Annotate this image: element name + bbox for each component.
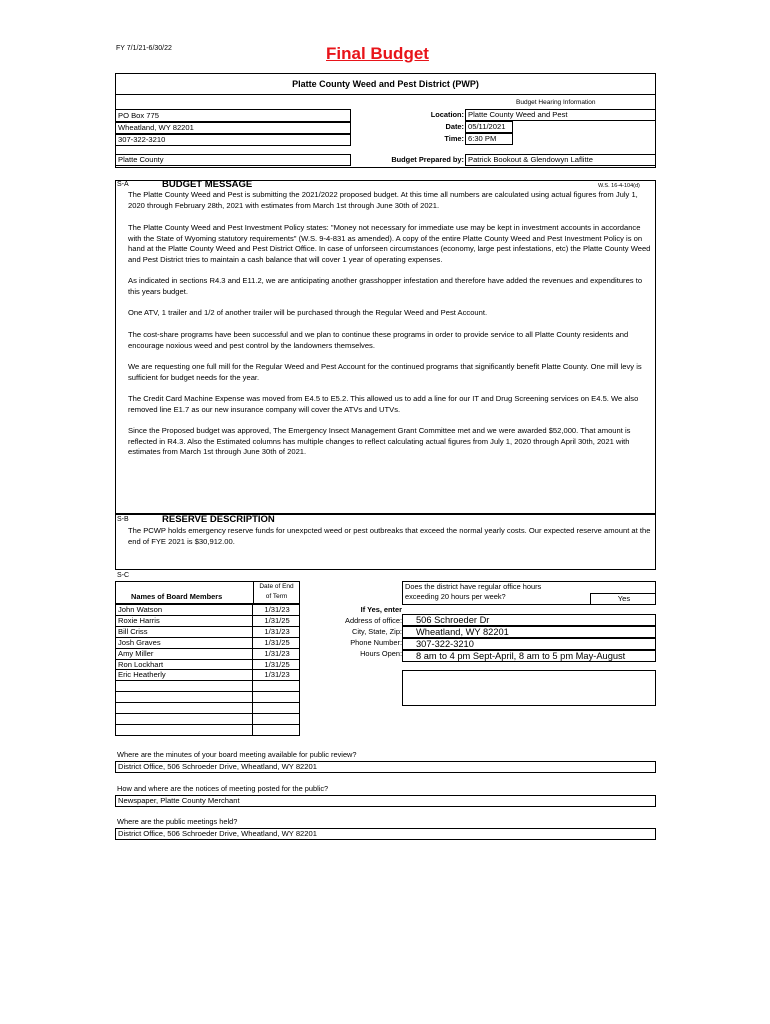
budget-paragraph-5: The cost-share programs have been successful and we plan to continue these programs in order to provide service to all Platte County residents and encourage noxious weed and pest control by the landowners themselves.	[128, 330, 629, 350]
office-hours-label: Hours Open:	[360, 649, 402, 658]
hearing-info-label: Budget Hearing Information	[516, 99, 596, 106]
board-member-name: Roxie Harris	[116, 615, 253, 626]
table-row	[116, 714, 300, 725]
office-question-line1: Does the district have regular office hours	[405, 582, 542, 591]
location-field: Platte County Weed and Pest	[465, 109, 656, 121]
office-notes-box	[402, 670, 656, 706]
board-member-name: Bill Criss	[116, 626, 253, 637]
table-row	[116, 615, 300, 626]
board-member-term	[253, 692, 300, 703]
budget-paragraph-8: Since the Proposed budget was approved, The Emergency Insect Management Grant Committee met and we were awarded $52,000. That amount is reflected in R4.3. Also the Estimated columns has multiple changes to reflect calculating actual figures from July 1, 2020 through April 30th, 2021 with estimates from March 1st through June 30th of 2021.	[128, 426, 631, 457]
table-row	[116, 692, 300, 703]
office-city-label: City, State, Zip:	[352, 627, 402, 636]
divider	[115, 94, 656, 95]
board-member-name	[116, 724, 253, 735]
minutes-answer: District Office, 506 Schroeder Drive, Wheatland, WY 82201	[115, 761, 656, 773]
office-answer: Yes	[590, 593, 656, 605]
page-title: Final Budget	[326, 44, 429, 63]
address-phone: 307-322-3210	[115, 134, 351, 146]
time-field: 6:30 PM	[465, 133, 513, 145]
office-address-field: 506 Schroeder Dr	[402, 614, 656, 626]
board-member-term	[253, 724, 300, 735]
board-member-term: 1/31/25	[253, 659, 300, 670]
board-member-term	[253, 681, 300, 692]
board-members-table	[115, 604, 300, 736]
notices-answer: Newspaper, Platte County Merchant	[115, 795, 656, 807]
fiscal-year: FY 7/1/21-6/30/22	[116, 45, 172, 52]
prepared-by-label: Budget Prepared by:	[391, 155, 464, 164]
meetings-question: Where are the public meetings held?	[117, 817, 238, 826]
table-row	[116, 659, 300, 670]
address-line1: PO Box 775	[115, 109, 351, 122]
budget-paragraph-1: The Platte County Weed and Pest is submitting the 2021/2022 proposed budget. At this time all numbers are calculated using actual figures from July 1, 2020 through February 28th, 2021 with estimates from March 1st through June 30th of 2021.	[128, 190, 638, 210]
board-names-header: Names of Board Members	[131, 592, 223, 601]
budget-paragraph-6: We are requesting one full mill for the Regular Weed and Pest Account for the continued programs that significantly benefit Platte County. One mill levy is sufficient for budget needs for the year.	[128, 362, 642, 382]
term-header-1: Date of End	[259, 583, 294, 590]
board-member-name	[116, 681, 253, 692]
table-row	[116, 724, 300, 735]
board-member-name	[116, 703, 253, 714]
board-member-name: Josh Graves	[116, 637, 253, 648]
office-phone-label: Phone Number:	[350, 638, 402, 647]
table-row	[116, 626, 300, 637]
table-row	[116, 605, 300, 616]
budget-paragraph-2: The Platte County Weed and Pest Investment Policy states: "Money not necessary for immediate use may be kept in investment accounts in accordance with the State of Wyoming statutory requirements" (W.S. 9-4-831 as amended). A copy of the entire Platte County Weed and Pest Investment Policy is on hand at the Platte County Weed and Pest District Office. In case of unforseen circumstances (economy, large pest infestations, etc) the Platte County Weed and Pest District tries to maintain a cash balance that will cover 1 year of operating expenses.	[128, 223, 651, 264]
time-label: Time:	[444, 134, 464, 143]
section-code-sc: S-C	[117, 572, 130, 579]
office-hours-field: 8 am to 4 pm Sept-April, 8 am to 5 pm May-August	[402, 650, 656, 662]
if-yes-label: If Yes, enter	[360, 605, 402, 614]
meetings-answer: District Office, 506 Schroeder Drive, Wheatland, WY 82201	[115, 828, 656, 840]
district-name: Platte County Weed and Pest District (PWP)	[292, 79, 479, 89]
board-member-term: 1/31/23	[253, 648, 300, 659]
location-label: Location:	[430, 110, 464, 119]
statute-ref: W.S. 16-4-104(d)	[598, 183, 640, 189]
budget-paragraph-7: The Credit Card Machine Expense was moved from E4.5 to E5.2. This allowed us to add a line for our IT and Drug Screening services on E4.5. We also removed line E1.7 as our new insurance company will cover the ATVs and UTVs.	[128, 394, 639, 414]
section-code-sa: S-A	[117, 181, 129, 188]
table-row	[116, 670, 300, 681]
budget-message-heading: BUDGET MESSAGE	[162, 179, 253, 190]
address-county: Platte County	[115, 154, 351, 166]
office-question-line2: exceeding 20 hours per week?	[405, 592, 506, 601]
board-member-term: 1/31/23	[253, 670, 300, 681]
board-member-term: 1/31/23	[253, 605, 300, 616]
board-member-term: 1/31/23	[253, 626, 300, 637]
prepared-by-field: Patrick Bookout & Glendowyn Laflitte	[465, 154, 656, 166]
board-member-name: John Watson	[116, 605, 253, 616]
board-member-name	[116, 714, 253, 725]
table-row	[116, 648, 300, 659]
table-row	[116, 681, 300, 692]
minutes-question: Where are the minutes of your board meeting available for public review?	[117, 750, 357, 759]
term-header-2: of Term	[265, 593, 288, 600]
office-phone-field: 307-322-3210	[402, 638, 656, 650]
date-label: Date:	[445, 122, 464, 131]
office-address-label: Address of office:	[345, 616, 402, 625]
board-member-term: 1/31/25	[253, 615, 300, 626]
board-member-name: Ron Lockhart	[116, 659, 253, 670]
budget-paragraph-3: As indicated in sections R4.3 and E11.2, we are anticipating another grasshopper infestation and therefore have added the revenues and expenditures to this years budget.	[128, 276, 643, 296]
board-member-name: Amy Miller	[116, 648, 253, 659]
reserve-heading: RESERVE DESCRIPTION	[162, 514, 275, 525]
board-member-name: Eric Heatherly	[116, 670, 253, 681]
table-row	[116, 637, 300, 648]
board-member-term	[253, 703, 300, 714]
address-line2: Wheatland, WY 82201	[115, 122, 351, 134]
notices-question: How and where are the notices of meeting posted for the public?	[117, 784, 329, 793]
table-row	[116, 703, 300, 714]
board-member-term	[253, 714, 300, 725]
date-field: 05/11/2021	[465, 121, 513, 133]
section-code-sb: S-B	[117, 516, 129, 523]
board-member-name	[116, 692, 253, 703]
office-city-field: Wheatland, WY 82201	[402, 626, 656, 638]
budget-paragraph-4: One ATV, 1 trailer and 1/2 of another trailer will be purchased through the Regular Weed and Pest Account.	[128, 308, 488, 317]
reserve-text: The PCWP holds emergency reserve funds for unexpcted weed or pest outbreaks that exceed the normal yearly costs. Our expected reserve amount at the end of FYE 2021 is $30,912.00.	[128, 526, 651, 546]
board-member-term: 1/31/25	[253, 637, 300, 648]
